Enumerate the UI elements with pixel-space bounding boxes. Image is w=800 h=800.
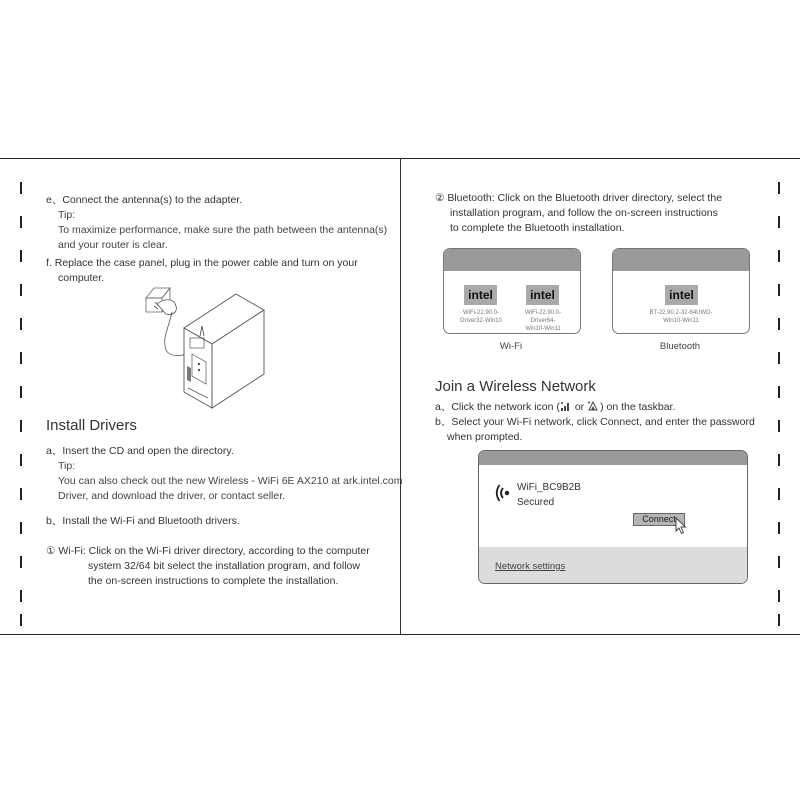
crop-mark	[778, 386, 780, 398]
crop-mark	[778, 454, 780, 466]
bluetooth-instruction: ② Bluetooth: Click on the Bluetooth driver directory, select the	[435, 192, 723, 204]
wifi-driver-folder	[443, 248, 581, 334]
intel-logo-icon[interactable]: intel	[526, 285, 559, 305]
wifi-broadcast-icon	[495, 483, 511, 503]
intel-logo-icon[interactable]: intel	[665, 285, 698, 305]
cursor-arrow-icon	[675, 517, 687, 535]
folder-titlebar	[613, 249, 749, 271]
intel-logo-icon[interactable]: intel	[464, 285, 497, 305]
crop-mark	[778, 522, 780, 534]
driver-file-name[interactable]: WiFi-22.90.0- Driver32-Win10	[460, 310, 502, 324]
step-f: f. Replace the case panel, plug in the power cable and turn on your	[46, 257, 358, 269]
bluetooth-instruction-cont: to complete the Bluetooth installation.	[450, 222, 625, 234]
tip-text: Driver, and download the driver, or contact seller.	[58, 490, 286, 502]
wifi-instruction: ① Wi-Fi: Click on the Wi-Fi driver directory, according to the computer	[46, 545, 370, 557]
crop-mark	[20, 590, 22, 602]
step-f-cont: computer.	[58, 272, 105, 284]
flyout-titlebar	[479, 451, 747, 465]
crop-mark	[20, 386, 22, 398]
crop-mark	[20, 284, 22, 296]
crop-mark	[778, 614, 780, 626]
pc-case-illustration	[140, 280, 280, 415]
crop-mark	[20, 420, 22, 432]
tip-text: You can also check out the new Wireless - WiFi 6E AX210 at ark.intel.com	[58, 475, 403, 487]
crop-mark	[778, 556, 780, 568]
crop-mark	[778, 284, 780, 296]
step-a: a、Insert the CD and open the directory.	[46, 445, 234, 457]
heading-install-drivers: Install Drivers	[46, 417, 137, 434]
crop-mark	[20, 318, 22, 330]
crop-mark	[778, 420, 780, 432]
crop-mark	[778, 182, 780, 194]
network-status: Secured	[517, 497, 555, 508]
center-fold-line	[400, 158, 401, 634]
crop-mark	[778, 216, 780, 228]
driver-file-name[interactable]: WiFi-22.90.0- Driver64- Win10-Win11	[524, 310, 561, 332]
crop-mark	[20, 556, 22, 568]
join-step-b: b、Select your Wi-Fi network, click Connect, and enter the password	[435, 416, 755, 428]
bluetooth-folder-caption: Bluetooth	[659, 341, 701, 352]
flyout-footer	[479, 547, 747, 583]
network-ssid[interactable]: WiFi_BC9B2B	[517, 482, 581, 493]
driver-file-name[interactable]: BT-22.90.2-32-64UWD- Win10-Win11	[649, 310, 713, 324]
crop-mark	[20, 182, 22, 194]
folder-titlebar	[444, 249, 580, 271]
wifi-instruction-cont: the on-screen instructions to complete the installation.	[88, 575, 339, 587]
wifi-instruction-cont: system 32/64 bit select the installation program, and follow	[88, 560, 360, 572]
crop-mark	[20, 488, 22, 500]
crop-mark	[20, 216, 22, 228]
tip-label: Tip:	[58, 209, 76, 221]
bluetooth-driver-folder	[612, 248, 750, 334]
crop-mark	[778, 488, 780, 500]
crop-mark	[20, 250, 22, 262]
wifi-wave-icon	[588, 401, 599, 411]
crop-mark	[778, 318, 780, 330]
step-e: e、Connect the antenna(s) to the adapter.	[46, 194, 243, 206]
step-b: b、Install the Wi-Fi and Bluetooth drivers.	[46, 515, 240, 527]
connect-button[interactable]: Connect	[633, 513, 685, 526]
network-settings-link[interactable]: Network settings	[495, 561, 566, 572]
join-step-a: a、Click the network icon ( or ) on the taskbar.	[435, 401, 676, 413]
crop-mark	[20, 352, 22, 364]
tip-text: To maximize performance, make sure the path between the antenna(s)	[58, 224, 388, 236]
crop-mark	[778, 352, 780, 364]
heading-join-network: Join a Wireless Network	[435, 378, 596, 395]
crop-mark	[778, 250, 780, 262]
join-step-b-cont: when prompted.	[447, 431, 523, 443]
bluetooth-instruction-cont: installation program, and follow the on-screen instructions	[450, 207, 718, 219]
crop-mark	[20, 614, 22, 626]
wifi-folder-caption: Wi-Fi	[499, 341, 523, 352]
wifi-signal-icon	[561, 401, 571, 411]
tip-label: Tip:	[58, 460, 76, 472]
network-flyout	[478, 450, 748, 584]
crop-mark	[20, 522, 22, 534]
crop-mark	[778, 590, 780, 602]
crop-mark	[20, 454, 22, 466]
tip-text: and your router is clear.	[58, 239, 168, 251]
bottom-rule	[0, 634, 800, 635]
